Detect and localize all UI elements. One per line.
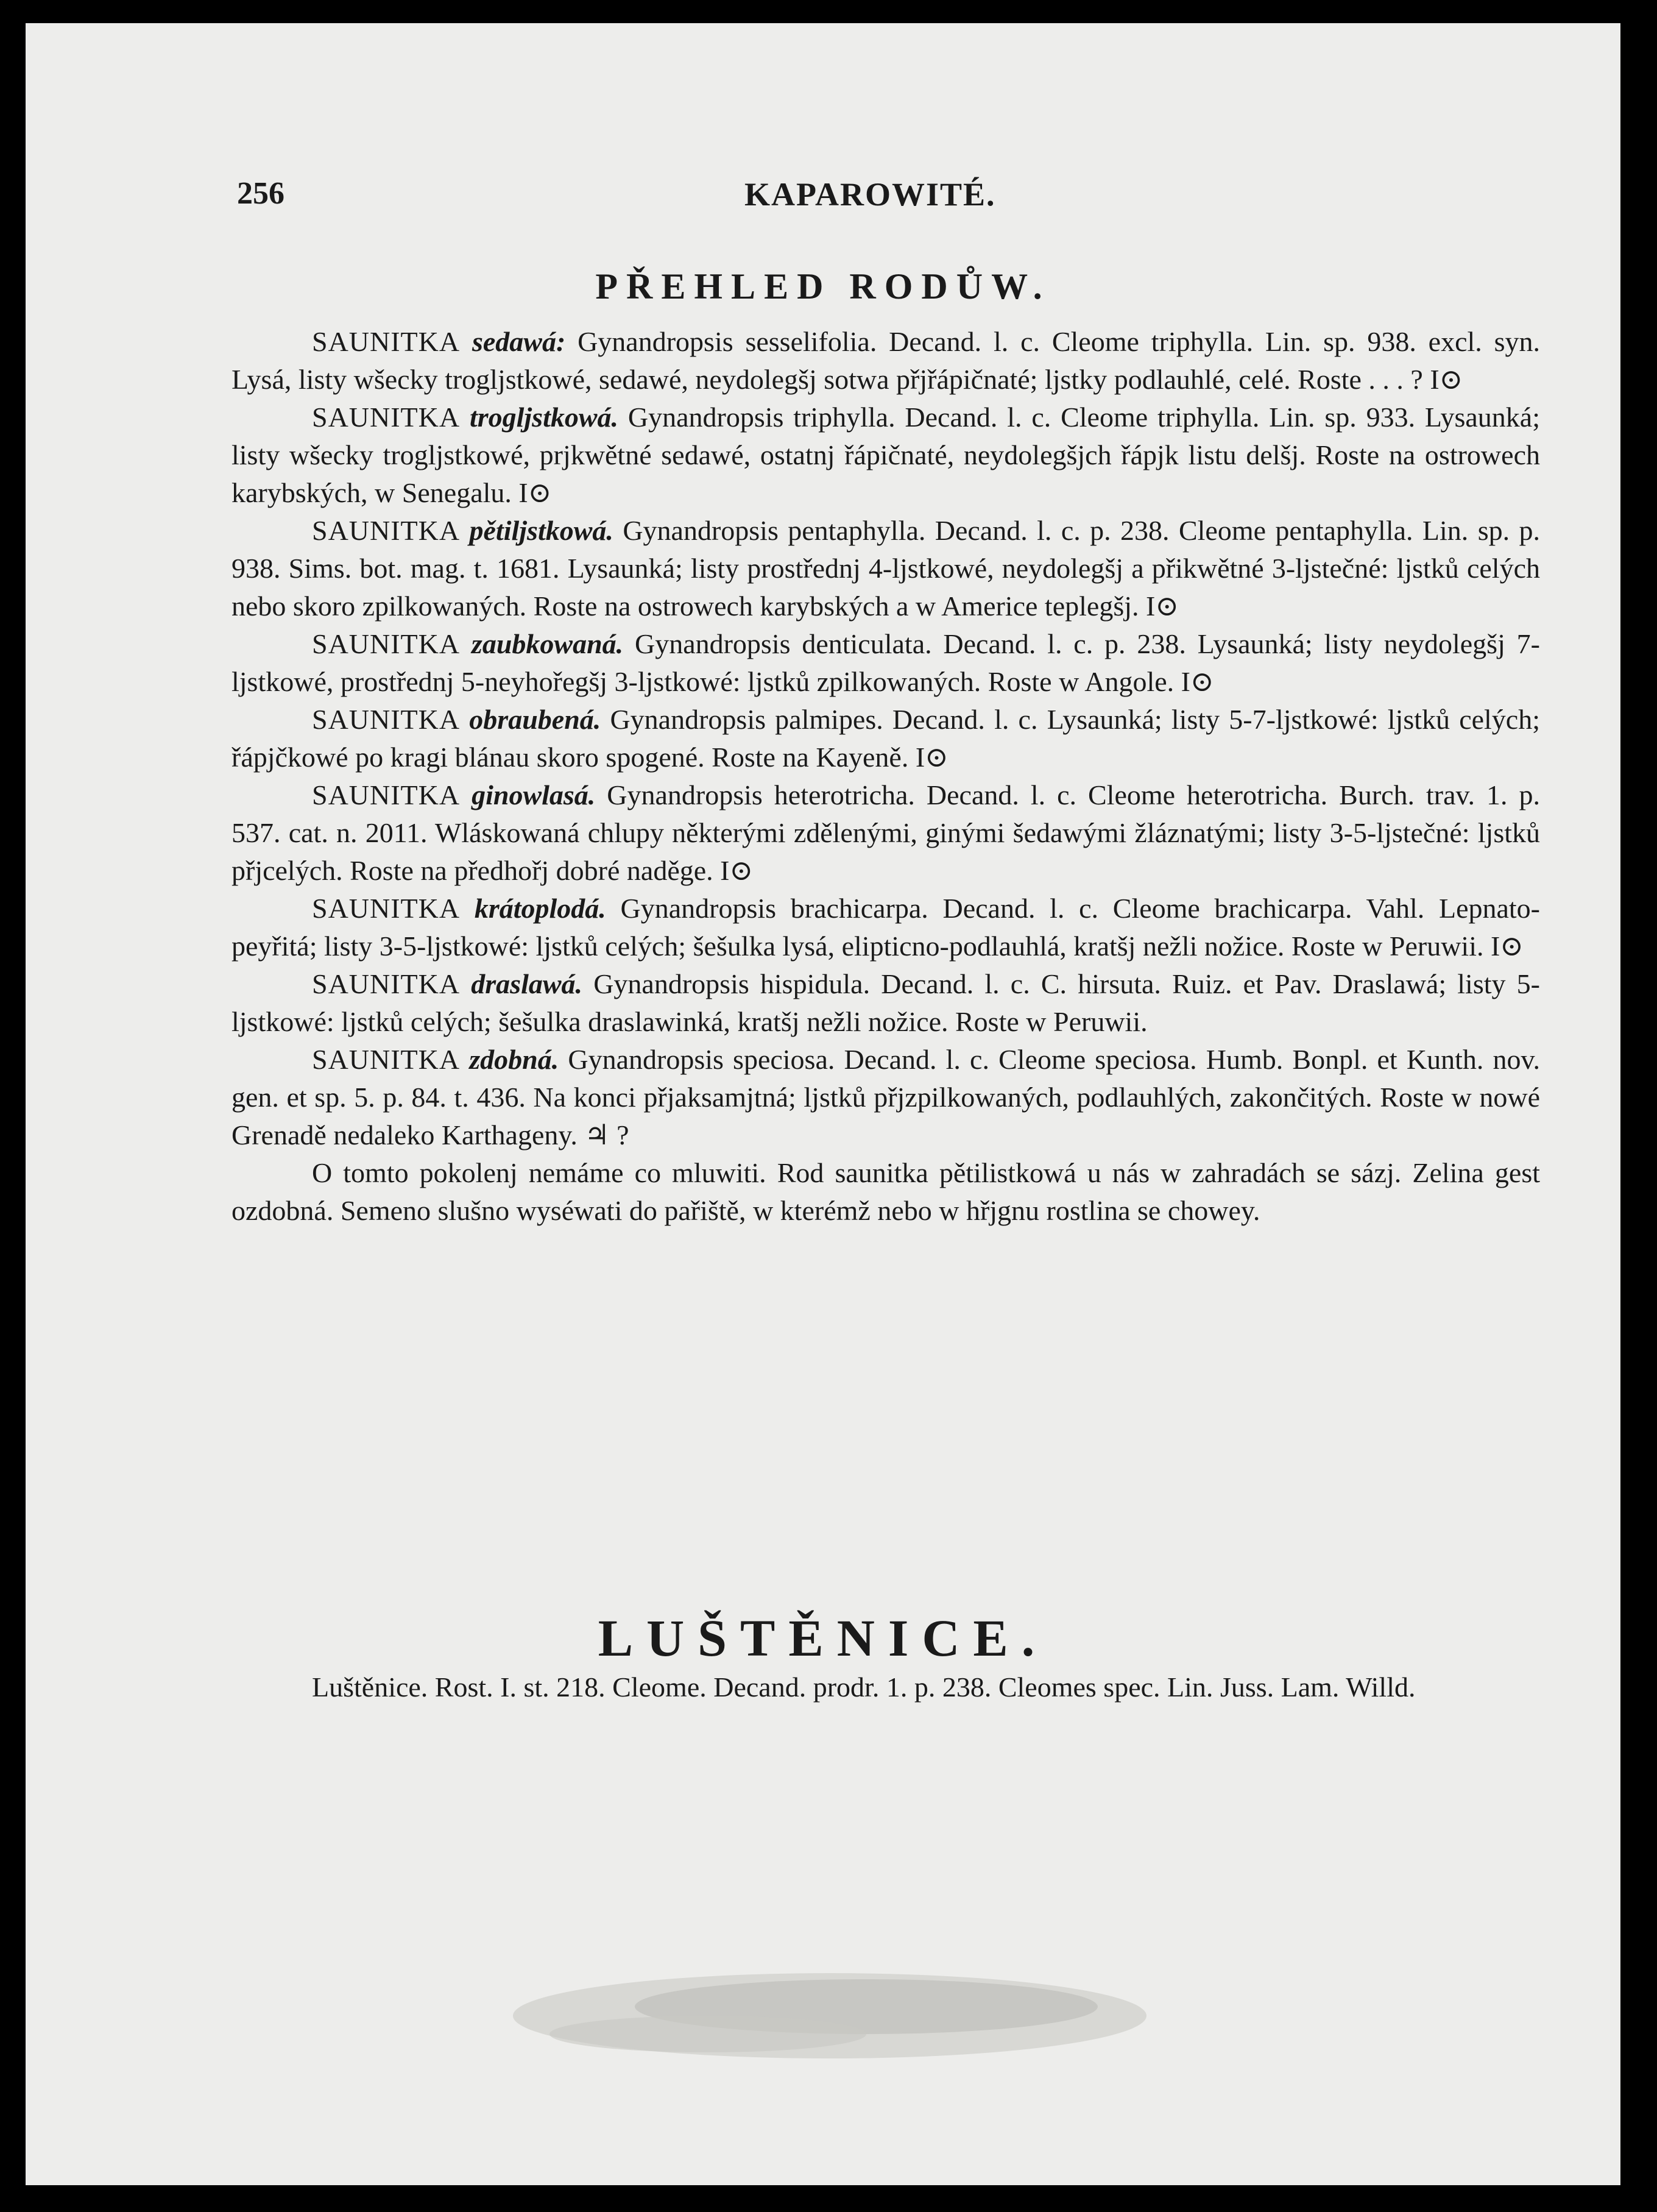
species-entry [231, 625, 1540, 701]
species-epithet: zaubkowaná. [471, 628, 624, 659]
book-page [26, 23, 1620, 2185]
species-entry [231, 1041, 1540, 1154]
species-entry [231, 890, 1540, 965]
species-description: Gynandropsis brachicarpa. Decand. l. c. Cleome brachicarpa. Vahl. Lepnato-peyřitá; listy 3-5-ljstkowé: ljstků celých; šešulka lysá, elipticno-podlauhlá, kratšj nežli nožice. Roste w Peruwii. I⊙ [231, 893, 1540, 962]
species-epithet: pětiljstkowá. [469, 515, 613, 546]
species-description: Gynandropsis sesselifolia. Decand. l. c. Cleome triphylla. Lin. sp. 938. excl. syn. Lysá, listy wšecky trogljstkowé, sedawé, neydolegšj sotwa přjřápičnaté; ljstky podlauhlé, celé. Roste . . . ? I⊙ [231, 326, 1540, 395]
genus-name: SAUNITKA [312, 968, 461, 999]
genus-name: SAUNITKA [312, 326, 461, 357]
paper-stain [367, 1943, 1220, 2077]
species-entry [231, 776, 1540, 890]
genus-name: SAUNITKA [312, 893, 461, 924]
species-epithet: ginowlasá. [472, 779, 596, 810]
genus-name: SAUNITKA [312, 1044, 461, 1075]
species-description: Gynandropsis heterotricha. Decand. l. c. Cleome heterotricha. Burch. trav. 1. p. 537. cat. n. 2011. Wláskowaná chlupy některými zdělenými, ginými šedawými žláznatými; listy 3-5-ljstečné: ljstků přjcelých. Roste na předhořj dobré naděge. I⊙ [231, 779, 1540, 886]
page-number: 256 [237, 176, 284, 211]
running-head: KAPAROWITÉ. [744, 176, 996, 213]
species-description: Gynandropsis hispidula. Decand. l. c. C. hirsuta. Ruiz. et Pav. Draslawá; listy 5-ljstkowé: ljstků celých; šešulka draslawinká, kratšj nežli nožice. Roste w Peruwii. [231, 968, 1541, 1037]
genus-name: SAUNITKA [312, 402, 461, 433]
species-description: Gynandropsis speciosa. Decand. l. c. Cleome speciosa. Humb. Bonpl. et Kunth. nov. gen. et sp. 5. p. 84. t. 436. Na konci přjaksamjtná; ljstků přjzpilkowaných, podlauhlých, zakončitých. Roste w nowé Grenadě nedaleko Karthageny. ♃ ? [231, 1044, 1541, 1150]
species-entry [231, 512, 1540, 625]
species-list [231, 323, 1540, 1230]
genus-heading: LUŠTĚNICE. [598, 1609, 1048, 1667]
genus-synonymy: Luštěnice. Rost. I. st. 218. Cleome. Decand. prodr. 1. p. 238. Cleomes spec. Lin. Juss. Lam. Willd. [312, 1671, 1416, 1703]
species-epithet: zdobná. [469, 1044, 559, 1075]
species-entry [231, 399, 1540, 512]
species-epithet: sedawá: [472, 326, 566, 357]
genus-name: SAUNITKA [312, 779, 461, 810]
species-description: Gynandropsis denticulata. Decand. l. c. p. 238. Lysaunká; listy neydolegšj 7-ljstkowé, prostřednj 5-neyhořegšj 3-ljstkowé: ljstků zpilkowaných. Roste w Angole. I⊙ [231, 628, 1540, 697]
closing-paragraph: O tomto pokolenj nemáme co mluwiti. Rod saunitka pětilistkowá u nás w zahradách se sázj. Zelina gest ozdobná. Semeno slušno wyséwati do pařiště, w kterémž nebo w hřjgnu rostlina se chowey. [231, 1157, 1540, 1226]
species-entry [231, 701, 1540, 776]
species-entry [231, 323, 1540, 399]
section-title: PŘEHLED RODŮW. [595, 266, 1051, 307]
genus-name: SAUNITKA [312, 704, 461, 735]
genus-intro [231, 1668, 1540, 1706]
species-epithet: draslawá. [471, 968, 583, 999]
species-description: Gynandropsis triphylla. Decand. l. c. Cleome triphylla. Lin. sp. 933. Lysaunká; listy wšecky trogljstkowé, prjkwětné sedawé, ostatnj řápičnaté, neydolegšjch řápjk listu delšj. Roste na ostrowech karybských, w Senegalu. I⊙ [231, 402, 1540, 508]
genus-name: SAUNITKA [312, 628, 461, 659]
species-epithet: trogljstkowá. [469, 402, 619, 433]
species-entry [231, 965, 1540, 1041]
genus-name: SAUNITKA [312, 515, 461, 546]
species-epithet: krátoplodá. [474, 893, 606, 924]
species-epithet: obraubená. [469, 704, 601, 735]
species-description: Gynandropsis palmipes. Decand. l. c. Lysaunká; listy 5-7-ljstkowé: ljstků celých; řápjčkowé po kragi blánau skoro spogené. Roste na Kayeně. I⊙ [231, 704, 1541, 773]
species-description: Gynandropsis pentaphylla. Decand. l. c. p. 238. Cleome pentaphylla. Lin. sp. p. 938. Sims. bot. mag. t. 1681. Lysaunká; listy prostřednj 4-ljstkowé, neydolegšj a přikwětné 3-ljstečné: ljstků celých nebo skoro zpilkowaných. Roste na ostrowech karybských a w Americe teplegšj. I⊙ [231, 515, 1540, 622]
